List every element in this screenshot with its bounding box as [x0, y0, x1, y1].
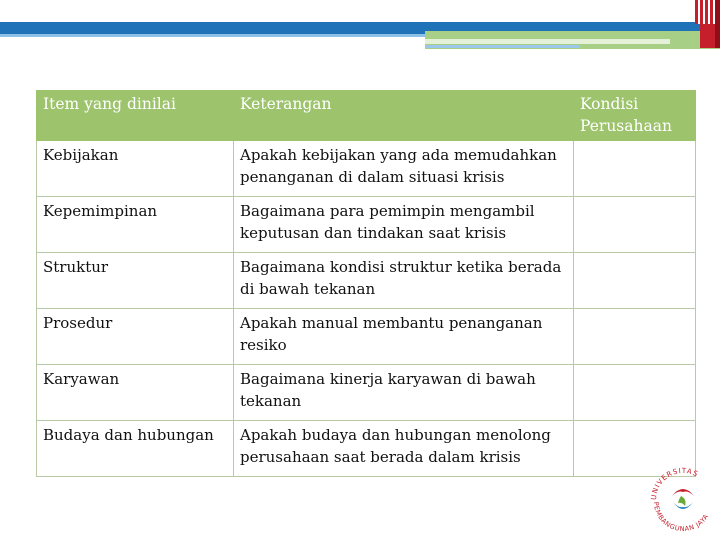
- row-item: Prosedur: [37, 309, 234, 365]
- row-keterangan: Apakah kebijakan yang ada memudahkan penanganan di dalam situasi krisis: [234, 141, 574, 197]
- row-kondisi: [574, 197, 696, 253]
- header-kondisi: Kondisi Perusahaan: [574, 91, 696, 141]
- row-kondisi: [574, 141, 696, 197]
- table-row: [37, 421, 696, 477]
- row-item: Kepemimpinan: [37, 197, 234, 253]
- row-kondisi: [574, 365, 696, 421]
- table-header-row: [37, 91, 696, 141]
- row-item: Budaya dan hubungan: [37, 421, 234, 477]
- svg-text:PEMBANGUNAN JAYA: [652, 502, 710, 534]
- header-red-dark-block: [715, 0, 720, 48]
- svg-text:UNIVERSITAS: [650, 467, 700, 500]
- row-keterangan: Bagaimana kinerja karyawan di bawah tekanan: [234, 365, 574, 421]
- header-keterangan: Keterangan: [234, 91, 574, 141]
- table-row: [37, 141, 696, 197]
- row-keterangan: Bagaimana kondisi struktur ketika berada di bawah tekanan: [234, 253, 574, 309]
- row-kondisi: [574, 309, 696, 365]
- row-kondisi: [574, 253, 696, 309]
- assessment-table: [36, 90, 696, 477]
- header-blue-line: [425, 45, 580, 48]
- table-row: [37, 365, 696, 421]
- header-item: Item yang dinilai: [37, 91, 234, 141]
- logo-text-bottom: PEMBANGUNAN JAYA: [651, 501, 711, 534]
- row-item: Struktur: [37, 253, 234, 309]
- header-green-light-bar: [425, 39, 670, 44]
- table-row: [37, 253, 696, 309]
- row-keterangan: Bagaimana para pemimpin mengambil keputusan dan tindakan saat krisis: [234, 197, 574, 253]
- row-keterangan: Apakah budaya dan hubungan menolong perusahaan saat berada dalam krisis: [234, 421, 574, 477]
- logo-text-top: UNIVERSITAS: [649, 466, 700, 501]
- row-keterangan: Apakah manual membantu penanganan resiko: [234, 309, 574, 365]
- university-logo-icon: [648, 456, 718, 538]
- table-row: [37, 309, 696, 365]
- table-row: [37, 197, 696, 253]
- row-item: Karyawan: [37, 365, 234, 421]
- row-item: Kebijakan: [37, 141, 234, 197]
